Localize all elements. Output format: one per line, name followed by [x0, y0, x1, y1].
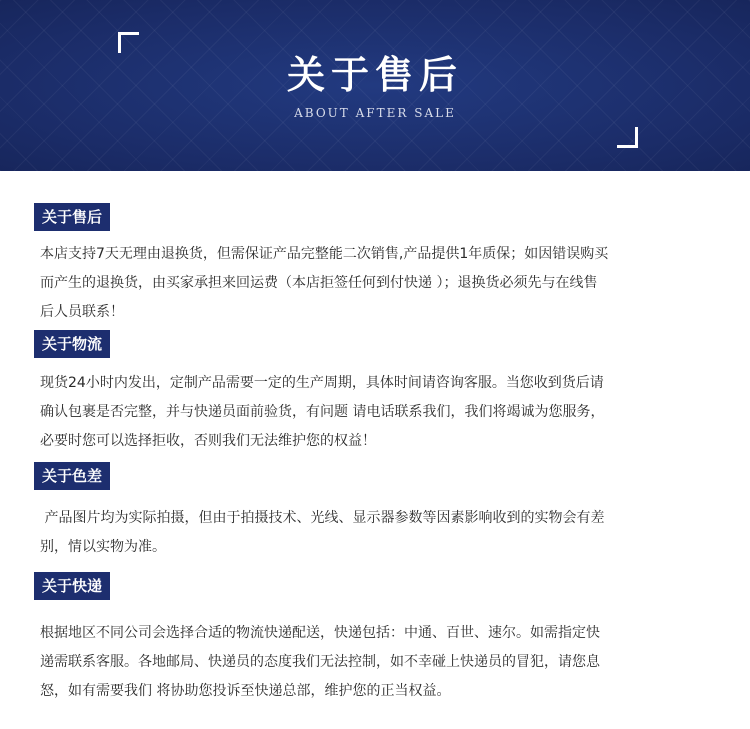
corner-bracket-bottom-right [617, 127, 638, 148]
section-text-color-difference [40, 504, 720, 562]
section-label-express: 关于快递 [34, 572, 110, 600]
section-label-color-difference: 关于色差 [34, 462, 110, 490]
section-label-after-sale: 关于售后 [34, 203, 110, 231]
text-line: 根据地区不同公司会选择合适的物流快递配送，快递包括：中通、百世、速尔。如需指定快 [40, 625, 600, 641]
text-line: 本店支持7天无理由退换货，但需保证产品完整能二次销售,产品提供1年质保；如因错误购买 [40, 246, 609, 262]
section-text-express [40, 619, 720, 706]
text-line: 现货24小时内发出，定制产品需要一定的生产周期，具体时间请咨询客服。当您收到货后请 [40, 375, 604, 391]
text-line: 必要时您可以选择拒收，否则我们无法维护您的权益！ [40, 433, 376, 449]
corner-bracket-top-left [118, 32, 139, 53]
section-text-after-sale [40, 240, 720, 327]
text-line: 确认包裹是否完整，并与快递员面前验货，有问题 请电话联系我们，我们将竭诚为您服务， [40, 404, 605, 420]
section-label-logistics: 关于物流 [34, 330, 110, 358]
text-line: 递需联系客服。各地邮局、快递员的态度我们无法控制，如不幸碰上快递员的冒犯，请您息 [40, 654, 600, 670]
header-banner [0, 0, 750, 171]
banner-title: 关于售后 [286, 52, 463, 97]
text-line: 怒，如有需要我们 将协助您投诉至快递总部，维护您的正当权益。 [40, 683, 451, 699]
section-text-logistics [40, 369, 720, 456]
text-line: 产品图片均为实际拍摄，但由于拍摄技术、光线、显示器参数等因素影响收到的实物会有差 [40, 510, 605, 526]
text-line: 而产生的退换货，由买家承担来回运费（本店拒签任何到付快递 ）；退换货必须先与在线售 [40, 275, 598, 291]
text-line: 后人员联系！ [40, 304, 124, 320]
text-line: 别，情以实物为准。 [40, 539, 166, 555]
banner-subtitle: ABOUT AFTER SALE [294, 106, 456, 120]
